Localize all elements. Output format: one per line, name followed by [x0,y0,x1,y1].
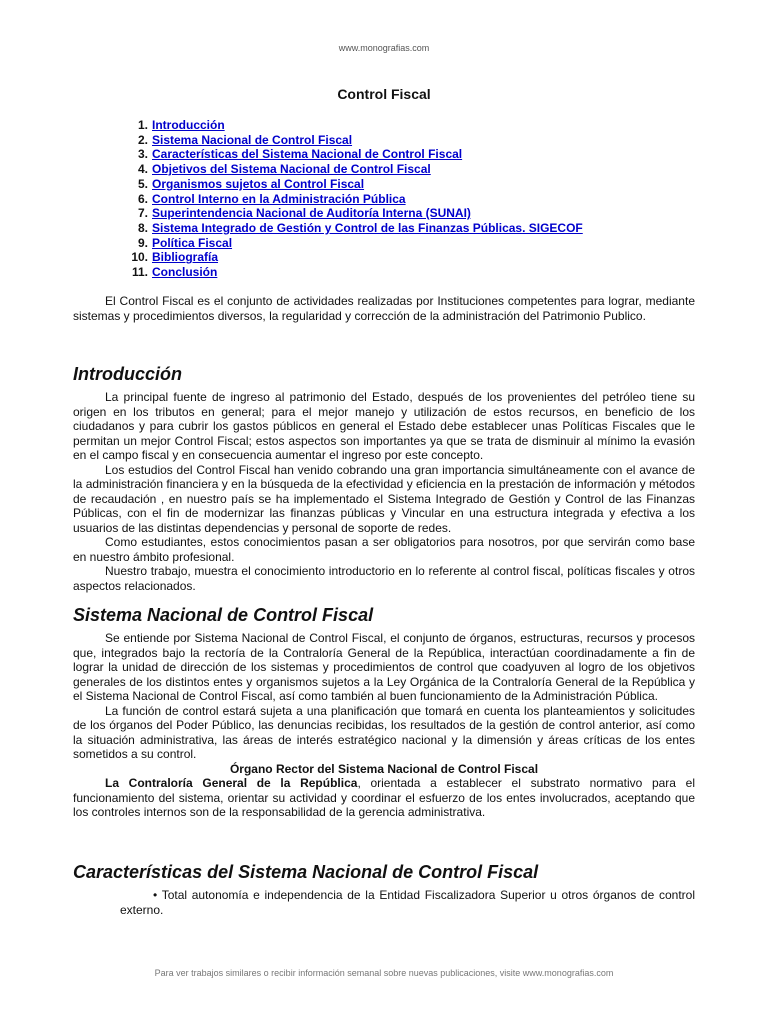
intro-paragraph: El Control Fiscal es el conjunto de actividades realizadas por Instituciones competentes para lograr, mediante sistemas y procedimientos diversos, la regularidad y corrección de la administración del Patrimonio Publico. [73,294,695,323]
section-heading-caracteristicas: Características del Sistema Nacional de Control Fiscal [73,862,539,882]
body-paragraph: La función de control estará sujeta a una planificación que tomará en cuenta los planteamientos y solicitudes de los órganos del Poder Público, las denuncias recibidas, los resultados de la gestión de control anterior, así como la situación administrativa, las áreas de interés estratégico nacional y la dimensión y áreas críticas de los entes sometidos a su control. [73,703,695,761]
toc-link-objetivos[interactable]: Objetivos del Sistema Nacional de Control Fiscal [152,162,431,177]
toc-number: 10. [131,250,148,265]
rector-paragraph [73,776,695,820]
toc-number: 2. [137,132,148,147]
toc-number: 1. [137,118,148,132]
toc-number: 8. [137,220,148,235]
toc-link-conclusion[interactable]: Conclusión [152,265,218,280]
rector-body-text: , orientada a establecer el substrato normativo para el funcionamiento del sistema, orientar su actividad y coordinar el esfuerzo de los entes involucrados, aceptando que los controles internos son de la responsabilidad de la gerencia administrativa. [73,776,695,819]
site-footer: Para ver trabajos similares o recibir información semanal sobre nuevas publicaciones, visite www.monografias.com [154,968,614,978]
section-introduccion-body [73,390,695,593]
toc-number: 6. [137,191,148,206]
toc-number: 9. [137,235,148,250]
toc-item [100,221,700,236]
document-title: Control Fiscal [337,86,431,102]
toc-item [100,133,700,148]
toc-number: 5. [137,176,148,191]
toc-item [100,265,700,280]
table-of-contents [100,118,700,280]
body-paragraph: Se entiende por Sistema Nacional de Control Fiscal, el conjunto de órganos, estructuras, recursos y procesos que, integrados bajo la rectoría de la Contraloría General de la República, interactúan coordinadamente a fin de lograr la unidad de dirección de los sistemas y procedimientos de control que coadyuven al logro de los objetivos generales de los distintos entes y organismos sujetos a la Ley Orgánica de la Contraloría General de la República y el Sistema Nacional de Control Fiscal, así como también al buen funcionamiento de la Administración Pública. [73,631,695,703]
toc-item [100,206,700,221]
body-paragraph: Nuestro trabajo, muestra el conocimiento introductorio en lo referente al control fiscal, políticas fiscales y otros aspectos relacionados. [73,564,695,593]
section-caracteristicas-body [73,888,695,918]
toc-number: 11. [131,265,148,280]
body-paragraph: Los estudios del Control Fiscal han venido cobrando una gran importancia simultáneamente con el avance de la administración financiera y en la búsqueda de la efectividad y eficiencia en la prestación de información y métodos de recaudación , en nuestro país se ha implementado el Sistema Integrado de Gestión y Control de las Finanzas Públicas, con el fin de modernizar las finanzas públicas y Vincular en una estructura integrada y efectiva a los usuarios de las distintas dependencias y personal de soporte de redes. [73,462,695,535]
intro-paragraph-block [73,294,695,323]
body-paragraph: La principal fuente de ingreso al patrimonio del Estado, después de los provenientes del petróleo tiene su origen en los tributos en general; para el mejor manejo y utilización de estos recursos, en beneficio de los ciudadanos y para cubrir los gastos públicos en general el Estado debe establecer unas Políticas Fiscales que le permitan un mejor Control Fiscal; estos aspectos son importantes ya que se trata de disminuir al mínimo la evasión en el campo fiscal y en consecuencia aumentar el ingreso por este concepto. [73,390,695,462]
toc-link-sigecof[interactable]: Sistema Integrado de Gestión y Control de las Finanzas Públicas. SIGECOF [152,220,583,235]
section-heading-sistema: Sistema Nacional de Control Fiscal [73,605,374,625]
toc-link-sistema-nacional[interactable]: Sistema Nacional de Control Fiscal [152,132,353,147]
toc-item [100,192,700,207]
toc-link-introduccion[interactable]: Introducción [152,118,225,132]
rector-bold-text: La Contraloría General de la República [105,776,358,790]
toc-number: 3. [137,147,148,162]
section-caracteristicas [73,862,695,883]
site-header: www.monografias.com [338,43,430,53]
toc-link-control-interno[interactable]: Control Interno en la Administración Pública [152,191,406,206]
toc-item [100,236,700,251]
toc-item [100,162,700,177]
toc-link-bibliografia[interactable]: Bibliografía [152,250,219,265]
toc-link-organismos[interactable]: Organismos sujetos al Control Fiscal [152,176,365,191]
section-sistema [73,605,695,626]
bullet-text: Total autonomía e independencia de la Entidad Fiscalizadora Superior u otros órganos de control externo. [120,888,695,917]
section-heading-introduccion: Introducción [73,364,182,384]
toc-item [100,118,700,133]
section-introduccion [73,364,695,385]
toc-number: 7. [137,206,148,221]
subheading-organo-rector: Órgano Rector del Sistema Nacional de Control Fiscal [229,761,539,776]
toc-link-sunai[interactable]: Superintendencia Nacional de Auditoría Interna (SUNAI) [152,206,471,221]
toc-item [100,147,700,162]
toc-item [100,250,700,265]
toc-number: 4. [137,162,148,177]
body-paragraph: Como estudiantes, estos conocimientos pasan a ser obligatorios para nosotros, por que servirán como base en nuestro ámbito profesional. [73,535,695,564]
toc-link-caracteristicas[interactable]: Características del Sistema Nacional de Control Fiscal [152,147,463,162]
bullet-item [73,888,695,918]
section-sistema-body [73,631,695,820]
bullet-glyph: • [153,888,158,902]
toc-link-politica-fiscal[interactable]: Política Fiscal [152,235,233,250]
toc-item [100,177,700,192]
